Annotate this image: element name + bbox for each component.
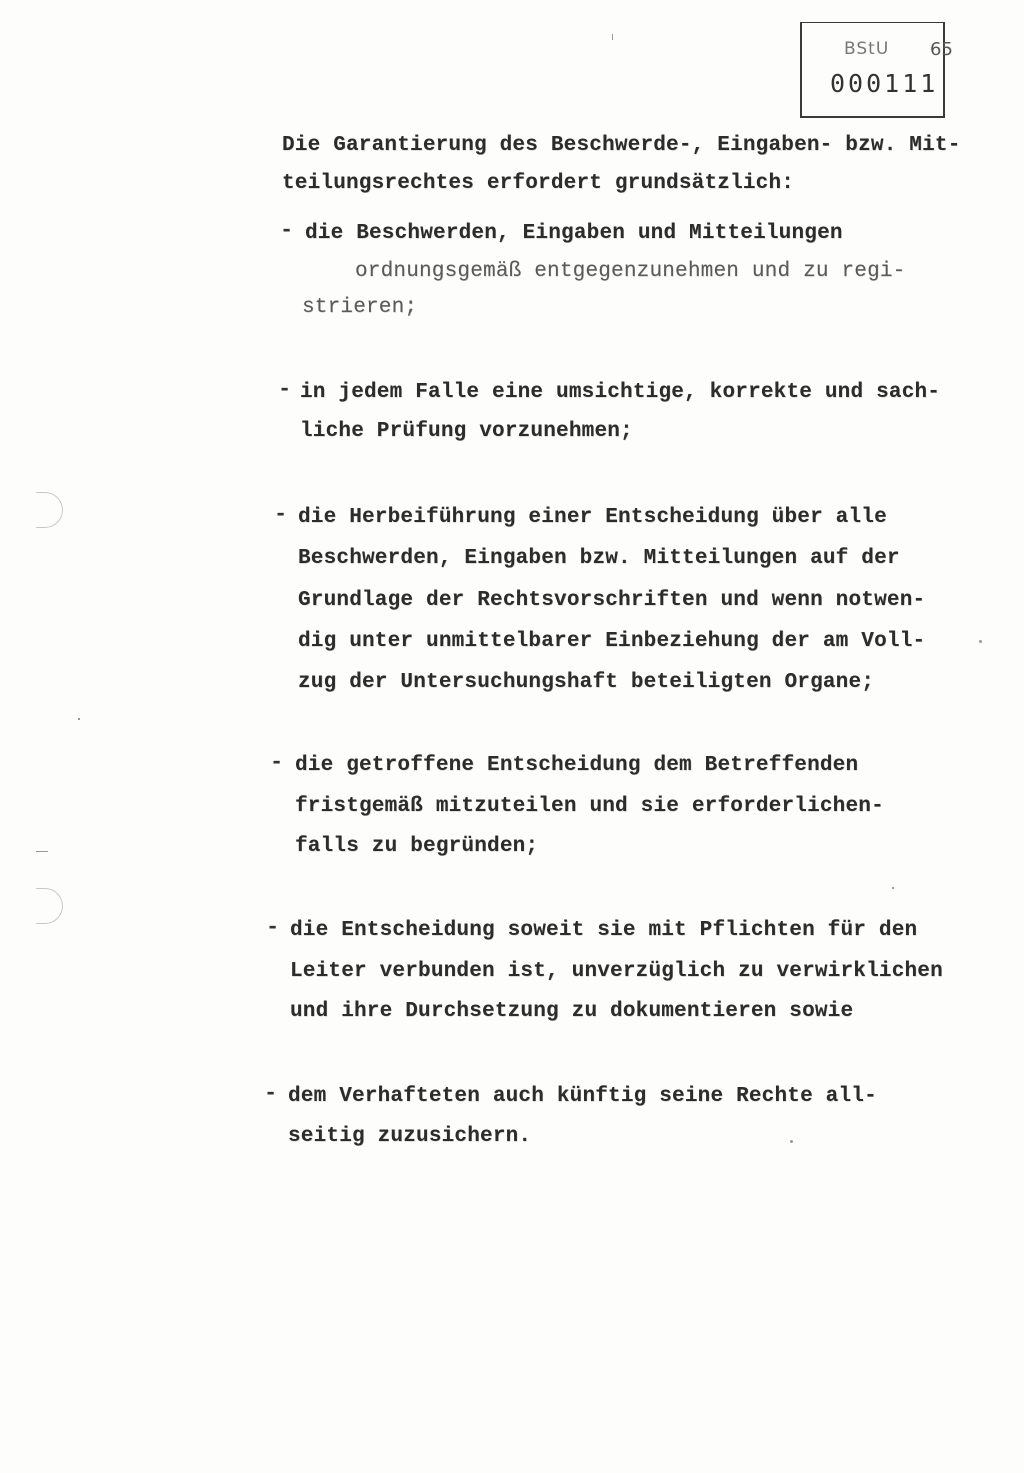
list-item-1-line-3: strieren;: [302, 296, 418, 319]
list-item-dash: -: [270, 750, 284, 775]
list-item-6-line-1: dem Verhafteten auch künftig seine Rechte all-: [288, 1085, 877, 1108]
list-item-4-line-1: die getroffene Entscheidung dem Betreffenden: [295, 754, 859, 777]
speck-mark: [612, 34, 613, 40]
list-item-3-line-2: Beschwerden, Eingaben bzw. Mitteilungen auf der: [298, 547, 900, 570]
list-item-5-line-3: und ihre Durchsetzung zu dokumentieren sowie: [290, 1000, 854, 1023]
intro-line-2: teilungsrechtes erfordert grundsätzlich:: [282, 172, 795, 195]
stamp-label: BStU: [844, 39, 890, 59]
margin-mark: [36, 851, 48, 852]
list-item-3-line-3: Grundlage der Rechtsvorschriften und wenn notwen-: [298, 589, 926, 612]
speck-mark: [790, 1140, 793, 1143]
list-item-dash: -: [280, 218, 294, 243]
list-item-1-line-2: ordnungsgemäß entgegenzunehmen und zu regi-: [355, 260, 906, 283]
list-item-3-line-4: dig unter unmittelbarer Einbeziehung der am Voll-: [298, 630, 926, 653]
stamp-page-number: 65: [930, 39, 953, 60]
punch-hole-mark: [36, 492, 63, 528]
list-item-5-line-1: die Entscheidung soweit sie mit Pflichten für den: [290, 919, 918, 942]
list-item-4-line-3: falls zu begründen;: [295, 835, 539, 858]
list-item-dash: -: [274, 502, 288, 527]
list-item-2-line-2: liche Prüfung vorzunehmen;: [300, 420, 633, 443]
intro-line-1: Die Garantierung des Beschwerde-, Eingaben- bzw. Mit-: [282, 134, 961, 157]
list-item-dash: -: [266, 915, 280, 940]
list-item-3-line-1: die Herbeiführung einer Entscheidung über alle: [298, 506, 887, 529]
archive-stamp: [800, 22, 953, 118]
list-item-dash: -: [264, 1081, 278, 1106]
speck-mark: [78, 718, 80, 720]
list-item-5-line-2: Leiter verbunden ist, unverzüglich zu verwirklichen: [290, 960, 943, 983]
speck-mark: [892, 887, 894, 889]
list-item-6-line-2: seitig zuzusichern.: [288, 1125, 532, 1148]
list-item-3-line-5: zug der Untersuchungshaft beteiligten Organe;: [298, 671, 875, 694]
list-item-dash: -: [278, 377, 292, 402]
punch-hole-mark: [36, 888, 63, 924]
list-item-4-line-2: fristgemäß mitzuteilen und sie erforderlichen-: [295, 795, 884, 818]
stamp-document-number: 000111: [830, 69, 939, 98]
list-item-2-line-1: in jedem Falle eine umsichtige, korrekte und sach-: [300, 381, 941, 404]
list-item-1-line-1: die Beschwerden, Eingaben und Mitteilungen: [305, 222, 843, 245]
speck-mark: [979, 640, 982, 643]
